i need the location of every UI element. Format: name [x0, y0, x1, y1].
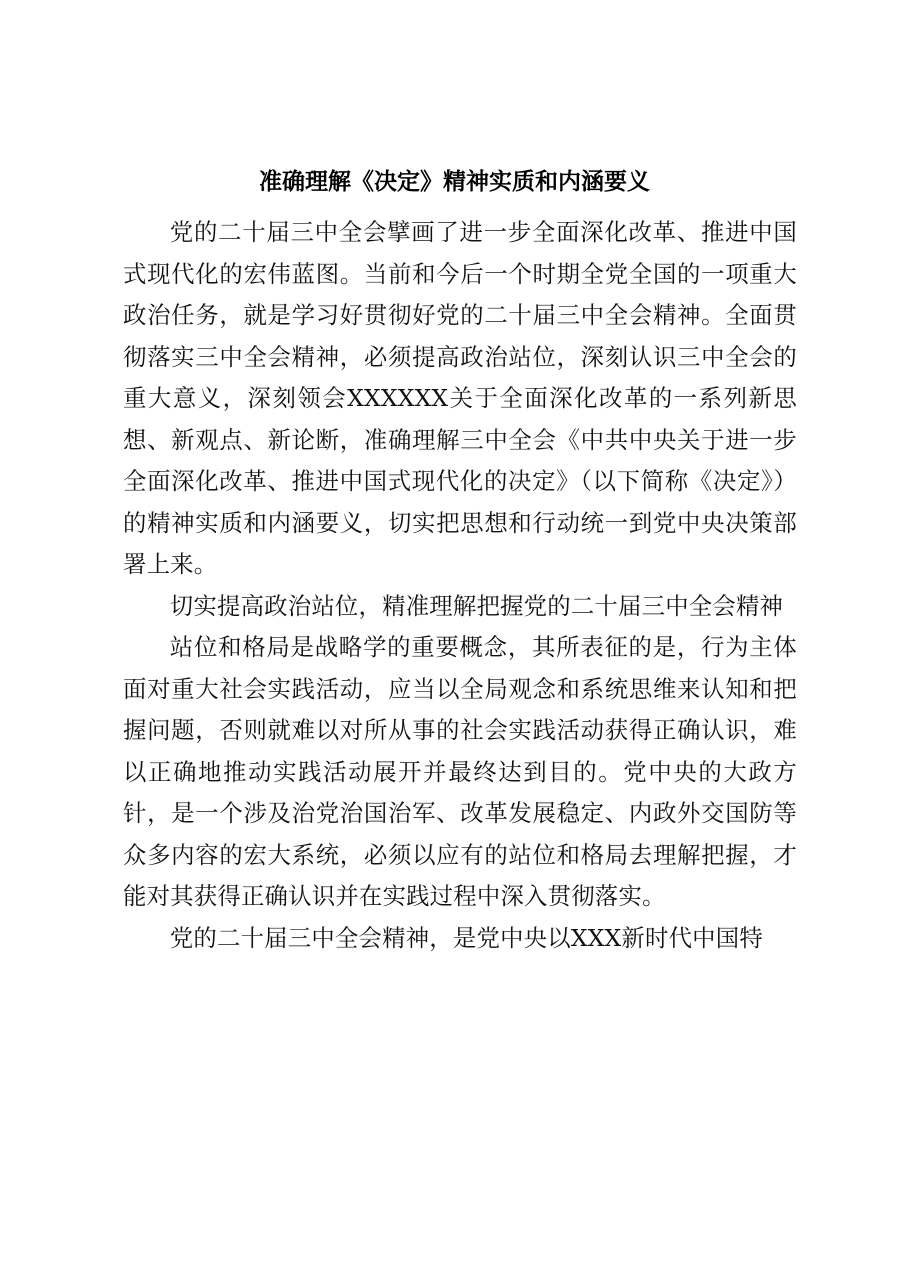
paragraph-spirit: 党的二十届三中全会精神，是党中央以XXX新时代中国特	[169, 923, 763, 952]
paragraph-intro: 党的二十届三中全会擘画了进一步全面深化改革、推进中国式现代化的宏伟蓝图。当前和今后一个时期全党全国的一项重大政治任务，就是学习好贯彻好党的二十届三中全会精神。全面贯彻落实三中全会精神，必须提高政治站位，深刻认识三中全会的重大意义，深刻领会XXXXXX关于全面深化改革的一系列新思想、新观点、新论断，准确理解三中全会《中共中央关于进一步全面深化改革、推进中国式现代化的决定》（以下简称《决定》）的精神实质和内涵要义，切实把思想和行动统一到党中央决策部署上来。	[123, 218, 797, 578]
document-body	[123, 212, 797, 959]
section-heading: 切实提高政治站位，精准理解把握党的二十届三中全会精神	[169, 591, 784, 620]
paragraph-position: 站位和格局是战略学的重要概念，其所表征的是，行为主体面对重大社会实践活动，应当以全局观念和系统思维来认知和把握问题，否则就难以对所从事的社会实践活动获得正确认识，难以正确地推动实践活动展开并最终达到目的。党中央的大政方针，是一个涉及治党治国治军、改革发展稳定、内政外交国防等众多内容的宏大系统，必须以应有的站位和格局去理解把握，才能对其获得正确认识并在实践过程中深入贯彻落实。	[123, 633, 797, 910]
document-title: 准确理解《决定》精神实质和内涵要义	[259, 168, 650, 195]
